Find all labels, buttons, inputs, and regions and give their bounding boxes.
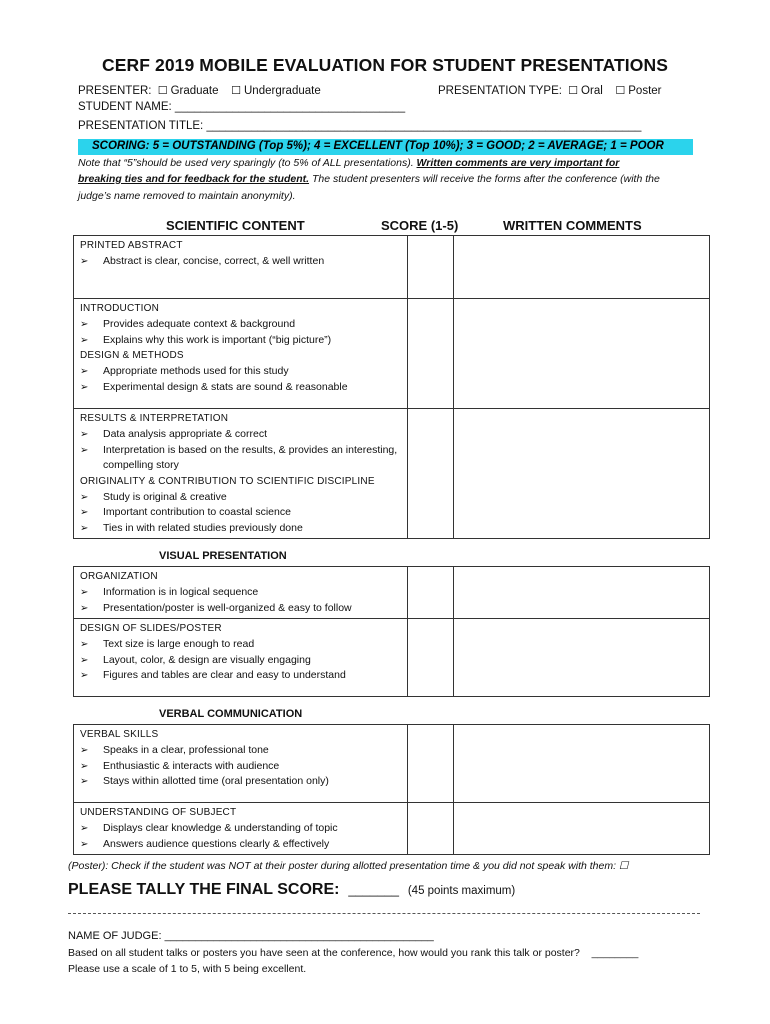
category-label: DESIGN & METHODS bbox=[80, 350, 184, 361]
cut-line-divider bbox=[68, 913, 700, 914]
criteria-row-verbal-skills bbox=[74, 725, 710, 803]
comments-cell[interactable] bbox=[454, 409, 710, 539]
arrow-bullet-icon: ➢ bbox=[80, 522, 89, 534]
graduate-label: Graduate bbox=[170, 85, 219, 97]
rank-row bbox=[68, 947, 638, 959]
criteria-cell bbox=[74, 299, 408, 409]
undergraduate-label: Undergraduate bbox=[244, 85, 321, 97]
arrow-bullet-icon: ➢ bbox=[80, 507, 89, 518]
list-item bbox=[80, 837, 401, 853]
verbal-communication-table bbox=[73, 724, 710, 855]
note-line-1 bbox=[78, 157, 619, 169]
list-item bbox=[80, 490, 401, 506]
category-label: ORIGINALITY & CONTRIBUTION TO SCIENTIFIC DISCIPLINE bbox=[80, 475, 375, 487]
note-line-3: judge’s name removed to maintain anonymity). bbox=[78, 190, 296, 202]
poster-checkbox[interactable]: ☐ bbox=[615, 84, 626, 97]
arrow-bullet-icon: ➢ bbox=[80, 639, 89, 650]
form-title: CERF 2019 MOBILE EVALUATION FOR STUDENT PRESENTATIONS bbox=[102, 55, 668, 75]
category-label: DESIGN OF SLIDES/POSTER bbox=[80, 623, 222, 634]
note-text: Note that “5”should be used very sparingly (to 5% of ALL presentations). bbox=[78, 157, 417, 169]
final-score-max: (45 points maximum) bbox=[407, 885, 516, 897]
item-text: Explains why this work is important (“big picture”) bbox=[103, 333, 332, 346]
item-text: Stays within allotted time (oral presentation only) bbox=[103, 775, 329, 787]
arrow-bullet-icon: ➢ bbox=[80, 602, 89, 614]
criteria-row-understanding bbox=[74, 803, 710, 855]
rank-question: Based on all student talks or posters you have seen at the conference, how would you rank this talk or poster? bbox=[68, 947, 580, 959]
category-label: PRINTED ABSTRACT bbox=[80, 240, 183, 251]
criteria-row-design-slides bbox=[74, 619, 710, 697]
oral-label: Oral bbox=[581, 85, 603, 97]
presenter-label: PRESENTER: bbox=[78, 85, 152, 97]
arrow-bullet-icon: ➢ bbox=[80, 823, 89, 834]
scoring-text: SCORING: 5 = OUTSTANDING (Top 5%); 4 = EXCELLENT (Top 10%); 3 = GOOD; 2 = AVERAGE; 1 = POOR bbox=[92, 140, 664, 152]
criteria-row-abstract bbox=[74, 236, 710, 299]
student-name-row bbox=[78, 101, 405, 113]
item-text: Figures and tables are clear and easy to understand bbox=[103, 669, 346, 681]
list-item bbox=[80, 653, 401, 669]
item-text: Important contribution to coastal science bbox=[103, 506, 291, 518]
comments-cell[interactable] bbox=[454, 236, 710, 299]
poster-absence-note[interactable]: (Poster): Check if the student was NOT at their poster during allotted presentation time & you did not speak with them: ☐ bbox=[68, 860, 629, 872]
list-item bbox=[80, 585, 401, 601]
item-text: Speaks in a clear, professional tone bbox=[103, 744, 269, 756]
comments-cell[interactable] bbox=[454, 619, 710, 697]
criteria-row-intro-design bbox=[74, 299, 710, 409]
arrow-bullet-icon: ➢ bbox=[80, 491, 89, 503]
final-score-row bbox=[68, 881, 515, 899]
list-item bbox=[80, 443, 401, 474]
item-text: Data analysis appropriate & correct bbox=[103, 428, 267, 440]
category-label: ORGANIZATION bbox=[80, 571, 158, 582]
score-cell[interactable] bbox=[408, 803, 454, 855]
presentation-type-label: PRESENTATION TYPE: bbox=[438, 85, 562, 97]
undergraduate-checkbox[interactable]: ☐ bbox=[231, 84, 241, 97]
final-score-label: PLEASE TALLY THE FINAL SCORE: bbox=[68, 881, 340, 898]
criteria-cell bbox=[74, 725, 408, 803]
arrow-bullet-icon: ➢ bbox=[80, 670, 89, 681]
score-cell[interactable] bbox=[408, 619, 454, 697]
judge-name-row bbox=[68, 930, 434, 942]
criteria-cell bbox=[74, 619, 408, 697]
note-text-2: The student presenters will receive the forms after the conference (with the bbox=[309, 173, 660, 185]
arrow-bullet-icon: ➢ bbox=[80, 366, 89, 377]
list-item bbox=[80, 364, 401, 380]
note-emphasis-2: breaking ties and for feedback for the student. bbox=[78, 173, 310, 185]
item-text: Appropriate methods used for this study bbox=[103, 365, 289, 377]
rank-field[interactable]: ________ bbox=[591, 947, 639, 959]
list-item bbox=[80, 521, 401, 537]
presentation-type-row bbox=[438, 84, 662, 97]
student-name-field[interactable]: ____________________________________ bbox=[174, 101, 406, 113]
item-text: Ties in with related studies previously done bbox=[103, 521, 303, 534]
scoring-legend bbox=[78, 139, 693, 155]
scientific-content-table bbox=[73, 235, 710, 539]
arrow-bullet-icon: ➢ bbox=[80, 838, 89, 850]
arrow-bullet-icon: ➢ bbox=[80, 745, 89, 756]
judge-name-field[interactable]: ____________________________________________ bbox=[164, 930, 434, 942]
category-label: INTRODUCTION bbox=[80, 303, 160, 314]
arrow-bullet-icon: ➢ bbox=[80, 334, 89, 346]
comments-cell[interactable] bbox=[454, 725, 710, 803]
comments-cell[interactable] bbox=[454, 299, 710, 409]
list-item bbox=[80, 668, 401, 684]
criteria-cell bbox=[74, 409, 408, 539]
item-text: Answers audience questions clearly & effectively bbox=[103, 837, 330, 850]
visual-presentation-table bbox=[73, 566, 710, 697]
student-name-label: STUDENT NAME: bbox=[78, 101, 172, 113]
arrow-bullet-icon: ➢ bbox=[80, 444, 89, 456]
item-text: Study is original & creative bbox=[103, 490, 227, 503]
criteria-cell bbox=[74, 236, 408, 299]
item-text: Abstract is clear, concise, correct, & well written bbox=[103, 255, 325, 267]
list-item bbox=[80, 637, 401, 653]
scientific-content-header: SCIENTIFIC CONTENT bbox=[166, 218, 305, 233]
list-item bbox=[80, 774, 401, 790]
list-item bbox=[80, 333, 401, 349]
final-score-field[interactable]: _______ bbox=[348, 882, 399, 897]
list-item bbox=[80, 505, 401, 521]
presentation-title-label: PRESENTATION TITLE: bbox=[78, 120, 204, 132]
item-text: Text size is large enough to read bbox=[103, 638, 255, 650]
score-header: SCORE (1-5) bbox=[381, 218, 459, 233]
graduate-checkbox[interactable]: ☐ bbox=[157, 84, 168, 97]
list-item bbox=[80, 427, 401, 443]
score-cell[interactable] bbox=[408, 725, 454, 803]
presentation-title-row bbox=[78, 120, 641, 132]
poster-label: Poster bbox=[628, 85, 662, 97]
criteria-cell bbox=[74, 803, 408, 855]
list-item bbox=[80, 759, 401, 775]
list-item bbox=[80, 254, 401, 270]
arrow-bullet-icon: ➢ bbox=[80, 319, 89, 330]
item-text: Layout, color, & design are visually engaging bbox=[103, 653, 311, 666]
arrow-bullet-icon: ➢ bbox=[80, 587, 89, 598]
judge-name-label: NAME OF JUDGE: bbox=[68, 930, 162, 942]
presentation-title-field[interactable]: ____________________________________________________________________ bbox=[206, 120, 642, 132]
category-label: UNDERSTANDING OF SUBJECT bbox=[80, 807, 237, 818]
list-item bbox=[80, 317, 401, 333]
arrow-bullet-icon: ➢ bbox=[80, 760, 89, 772]
arrow-bullet-icon: ➢ bbox=[80, 776, 89, 787]
written-comments-header: WRITTEN COMMENTS bbox=[503, 218, 642, 233]
comments-cell[interactable] bbox=[454, 567, 710, 619]
item-text: Displays clear knowledge & understanding of topic bbox=[103, 822, 338, 834]
arrow-bullet-icon: ➢ bbox=[80, 381, 89, 393]
criteria-cell bbox=[74, 567, 408, 619]
score-cell[interactable] bbox=[408, 299, 454, 409]
list-item bbox=[80, 380, 401, 396]
scale-note: Please use a scale of 1 to 5, with 5 being excellent. bbox=[68, 963, 307, 975]
note-line-2 bbox=[78, 173, 660, 185]
score-cell[interactable] bbox=[408, 236, 454, 299]
item-text: Provides adequate context & background bbox=[103, 318, 296, 330]
score-cell[interactable] bbox=[408, 409, 454, 539]
arrow-bullet-icon: ➢ bbox=[80, 429, 89, 440]
item-text: Information is in logical sequence bbox=[103, 586, 259, 598]
list-item bbox=[80, 743, 401, 759]
criteria-row-organization bbox=[74, 567, 710, 619]
visual-presentation-header: VISUAL PRESENTATION bbox=[159, 550, 287, 562]
comments-cell[interactable] bbox=[454, 803, 710, 855]
item-text: Interpretation is based on the results, & provides an interesting, compelling story bbox=[103, 443, 398, 471]
verbal-communication-header: VERBAL COMMUNICATION bbox=[159, 708, 303, 720]
note-emphasis: Written comments are very important for bbox=[416, 157, 620, 169]
oral-checkbox[interactable]: ☐ bbox=[568, 84, 579, 97]
presenter-row bbox=[78, 84, 321, 97]
category-label: RESULTS & INTERPRETATION bbox=[80, 413, 229, 424]
score-cell[interactable] bbox=[408, 567, 454, 619]
item-text: Experimental design & stats are sound & reasonable bbox=[103, 380, 348, 393]
criteria-row-results-originality bbox=[74, 409, 710, 539]
item-text: Presentation/poster is well-organized & easy to follow bbox=[103, 601, 352, 614]
item-text: Enthusiastic & interacts with audience bbox=[103, 759, 280, 772]
arrow-bullet-icon: ➢ bbox=[80, 256, 89, 267]
list-item bbox=[80, 821, 401, 837]
arrow-bullet-icon: ➢ bbox=[80, 654, 89, 666]
category-label: VERBAL SKILLS bbox=[80, 729, 159, 740]
list-item bbox=[80, 601, 401, 617]
